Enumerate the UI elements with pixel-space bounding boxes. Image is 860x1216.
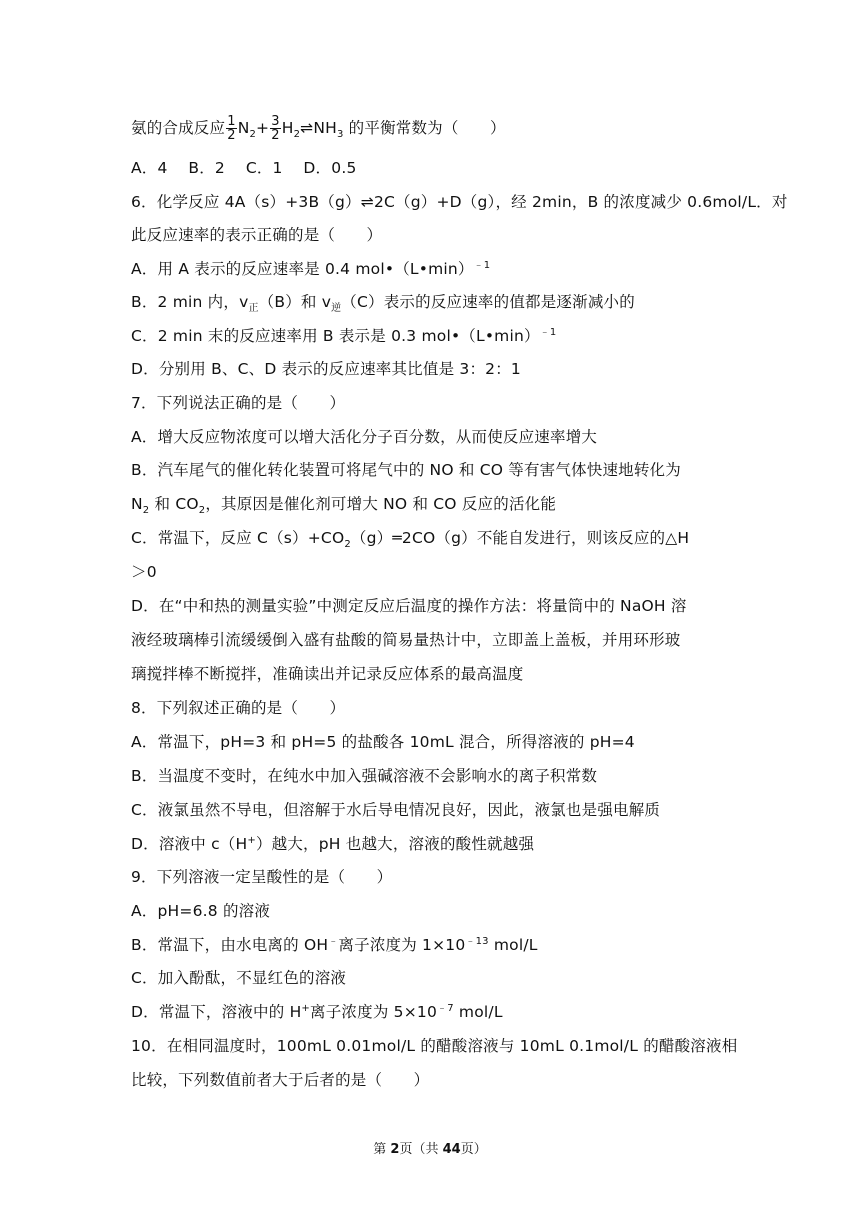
q5-stem-after: 的平衡常数为（ ）	[343, 119, 506, 137]
q8-d-text1: D．溶液中 c（H	[131, 835, 248, 853]
frac1-den: 2	[227, 128, 236, 143]
q7-b2-text2: 和 CO	[149, 495, 199, 513]
frac2-num: 3	[271, 114, 280, 129]
q7-option-c-line2: ＞0	[131, 563, 157, 581]
q6-stem-line1: 6．化学反应 4A（s）+3B（g）⇌2C（g）+D（g），经 2min，B 的浓度减少 0.6mol/L．对	[131, 193, 788, 211]
q10-stem-line2: 比较，下列数值前者大于后者的是（ ）	[131, 1071, 430, 1089]
q8-option-a: A．常温下，pH=3 和 pH=5 的盐酸各 10mL 混合，所得溶液的 pH=4	[131, 733, 635, 751]
q6-b-sub1: 正	[248, 303, 259, 315]
q8-option-c: C．液氯虽然不导电，但溶解于水后导电情况良好，因此，液氯也是强电解质	[131, 801, 661, 819]
q7-option-d-line3: 璃搅拌棒不断搅拌，准确读出并记录反应体系的最高温度	[131, 665, 524, 683]
q6-b-sub2: 逆	[331, 303, 342, 315]
frac2-den: 2	[271, 128, 280, 143]
nh3-sub: 3	[336, 129, 344, 141]
q5-stem-text: 氨的合成反应	[131, 119, 226, 137]
footer-total-pages: 44	[442, 1142, 461, 1157]
q9-option-d	[131, 1002, 503, 1022]
q6-c-sup: ﹣1	[539, 326, 557, 338]
q6-b-text1: B．2 min 内，v	[131, 293, 249, 311]
h2-sub: 2	[293, 129, 301, 141]
q9-d-text1: D．常温下，溶液中的 H	[131, 1003, 302, 1021]
fraction-three-halves	[270, 115, 280, 142]
q9-b-text3: mol/L	[488, 936, 538, 954]
q8-option-b: B．当温度不变时，在纯水中加入强碱溶液不会影响水的离子积常数	[131, 767, 598, 785]
q6-c-text: C．2 min 末的反应速率用 B 表示是 0.3 mol•（L•min）	[131, 327, 540, 345]
footer-text1: 第	[373, 1142, 391, 1157]
q9-option-c: C．加入酚酞，不显红色的溶液	[131, 969, 347, 987]
q8-stem: 8．下列叙述正确的是（ ）	[131, 699, 346, 717]
q10-stem-line1: 10．在相同温度时，100mL 0.01mol/L 的醋酸溶液与 10mL 0.1mol/L 的醋酸溶液相	[131, 1037, 738, 1055]
n2-sub: 2	[249, 129, 257, 141]
q6-a-sup: ﹣1	[473, 259, 491, 271]
q5-stem	[131, 115, 506, 142]
q9-d-sup1: +	[301, 1002, 311, 1014]
q7-option-a: A．增大反应物浓度可以增大活化分子百分数，从而使反应速率增大	[131, 428, 598, 446]
nh3-text: ⇌NH	[300, 119, 337, 137]
q9-stem: 9．下列溶液一定呈酸性的是（ ）	[131, 868, 393, 886]
q7-b2-text1: N	[131, 495, 143, 513]
plus-sign: +	[256, 119, 270, 137]
q7-option-d-line2: 液经玻璃棒引流缓缓倒入盛有盐酸的简易量热计中，立即盖上盖板，并用环形玻	[131, 631, 681, 649]
q6-option-a	[131, 259, 490, 279]
q8-d-text2: ）越大，pH 也越大，溶液的酸性就越强	[255, 835, 535, 853]
footer-text3: 页）	[460, 1142, 487, 1157]
q6-option-b	[131, 292, 635, 315]
q7-c1-sub: 2	[344, 539, 351, 551]
q6-b-text2: （B）和 v	[258, 293, 332, 311]
fraction-one-half	[226, 115, 236, 142]
q5-options: A．4 B．2 C．1 D．0.5	[131, 159, 357, 177]
frac1-num: 1	[227, 114, 236, 129]
q9-d-text2: 离子浓度为 5×10	[310, 1003, 438, 1021]
q9-d-sup2: ﹣7	[437, 1002, 454, 1014]
n2-text: N	[237, 119, 250, 137]
page-footer	[0, 1138, 860, 1157]
q7-b2-sub1: 2	[142, 505, 150, 517]
q9-d-text3: mol/L	[453, 1003, 503, 1021]
q6-option-c	[131, 326, 556, 346]
q7-option-d-line1: D．在“中和热的测量实验”中测定反应后温度的操作方法：将量筒中的 NaOH 溶	[131, 597, 687, 615]
q6-b-text3: （C）表示的反应速率的值都是逐渐减小的	[341, 293, 635, 311]
q7-stem: 7．下列说法正确的是（ ）	[131, 394, 346, 412]
footer-text2: 页（共	[399, 1142, 443, 1157]
q9-b-text2: 离子浓度为 1×10	[338, 936, 466, 954]
q9-b-sup1: ﹣	[328, 935, 339, 947]
q9-option-a: A．pH=6.8 的溶液	[131, 902, 271, 920]
q7-option-b-line2	[131, 494, 557, 517]
q7-c1-text1: C．常温下，反应 C（s）+CO	[131, 529, 345, 547]
q7-option-b-line1: B．汽车尾气的催化转化装置可将尾气中的 NO 和 CO 等有害气体快速地转化为	[131, 461, 681, 479]
q9-option-b	[131, 935, 538, 955]
footer-page-number: 2	[390, 1142, 400, 1157]
h2-text: H	[281, 119, 294, 137]
q9-b-sup2: ﹣13	[465, 935, 489, 947]
q7-b2-text3: ，其原因是催化剂可增大 NO 和 CO 反应的活化能	[205, 495, 557, 513]
q7-b2-sub2: 2	[198, 505, 206, 517]
q7-option-c-line1	[131, 528, 690, 551]
q6-stem-line2: 此反应速率的表示正确的是（ ）	[131, 226, 383, 244]
q8-option-d	[131, 834, 534, 854]
q7-c1-text2: （g）═2CO（g）不能自发进行，则该反应的△H	[350, 529, 690, 547]
q6-a-text: A．用 A 表示的反应速率是 0.4 mol•（L•min）	[131, 260, 474, 278]
q9-b-text1: B．常温下，由水电离的 OH	[131, 936, 329, 954]
q6-option-d: D．分别用 B、C、D 表示的反应速率其比值是 3：2：1	[131, 360, 521, 378]
q8-d-sup: +	[247, 834, 256, 846]
